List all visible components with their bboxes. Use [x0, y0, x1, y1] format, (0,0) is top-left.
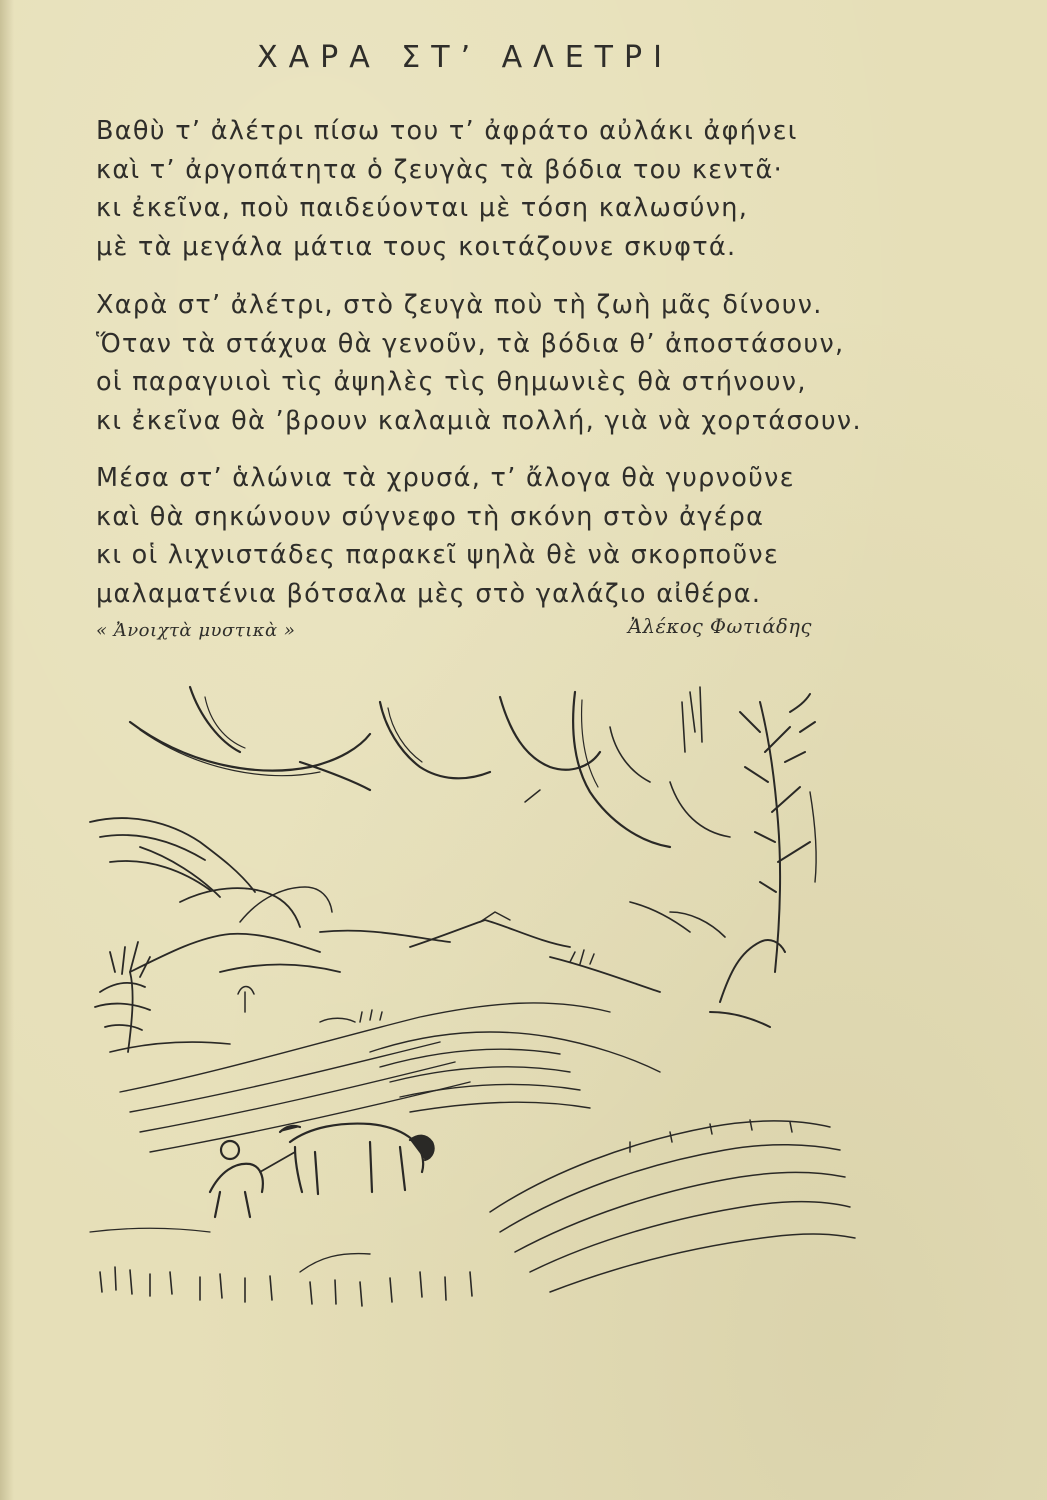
page-edge-shadow [0, 0, 14, 1500]
verse-line: καὶ θὰ σηκώνουν σύγνεφο τὴ σκόνη στὸν ἀγέρα [96, 501, 765, 532]
sky-clouds [130, 687, 730, 847]
left-tree [90, 818, 300, 1052]
oxen-and-plowman [210, 1124, 434, 1217]
right-tree [630, 687, 816, 1027]
verse-line: Ὅταν τὰ στάχυα θὰ γενοῦν, τὰ βόδια θ’ ἀποστάσουν, [96, 328, 845, 359]
poem-source: « Ἀνοιχτὰ μυστικὰ » [96, 620, 296, 641]
distant-trees [238, 950, 594, 1022]
foreground-grass [90, 1228, 472, 1306]
plowed-hills [110, 1003, 660, 1152]
verse-line: κι οἱ λιχνιστάδες παρακεῖ ψηλὰ θὲ νὰ σκορποῦνε [96, 540, 780, 570]
stanza-2 [96, 286, 896, 440]
verse-line: Χαρὰ στ’ ἀλέτρι, στὸ ζευγὰ ποὺ τὴ ζωὴ μᾶς δίνουν. [96, 290, 823, 320]
verse-line: καὶ τ’ ἀργοπάτητα ὁ ζευγὰς τὰ βόδια του κεντᾶ· [96, 154, 784, 185]
stanza-1 [96, 112, 896, 266]
poem-title: ΧΑΡΑ ΣΤ’ ΑΛΕΤΡΙ [257, 40, 673, 75]
poem-author: Ἀλέκος Φωτιάδης [628, 615, 812, 638]
verse-line: κι ἐκεῖνα θὰ ’βρουν καλαμιὰ πολλή, γιὰ νὰ χορτάσουν. [96, 405, 862, 436]
verse-line: μαλαματένια βότσαλα μὲς στὸ γαλάζιο αἰθέρα. [96, 578, 762, 609]
verse-line: μὲ τὰ μεγάλα μάτια τους κοιτάζουνε σκυφτά. [96, 231, 737, 262]
verse-line: Μέσα στ’ ἁλώνια τὰ χρυσά, τ’ ἄλογα θὰ γυρνοῦνε [96, 463, 795, 493]
plowing-landscape-illustration [70, 672, 860, 1322]
verse-line: κι ἐκεῖνα, ποὺ παιδεύονται μὲ τόση καλωσύνη, [96, 193, 749, 223]
furrows [490, 1120, 855, 1292]
verse-line: Βαθὺ τ’ ἀλέτρι πίσω του τ’ ἀφράτο αὐλάκι ἀφήνει [96, 116, 798, 146]
verse-line: οἱ παραγυιοὶ τὶς ἀψηλὲς τὶς θημωνιὲς θὰ στήνουν, [96, 367, 807, 397]
mountains [130, 887, 660, 992]
stanza-3 [96, 459, 896, 613]
